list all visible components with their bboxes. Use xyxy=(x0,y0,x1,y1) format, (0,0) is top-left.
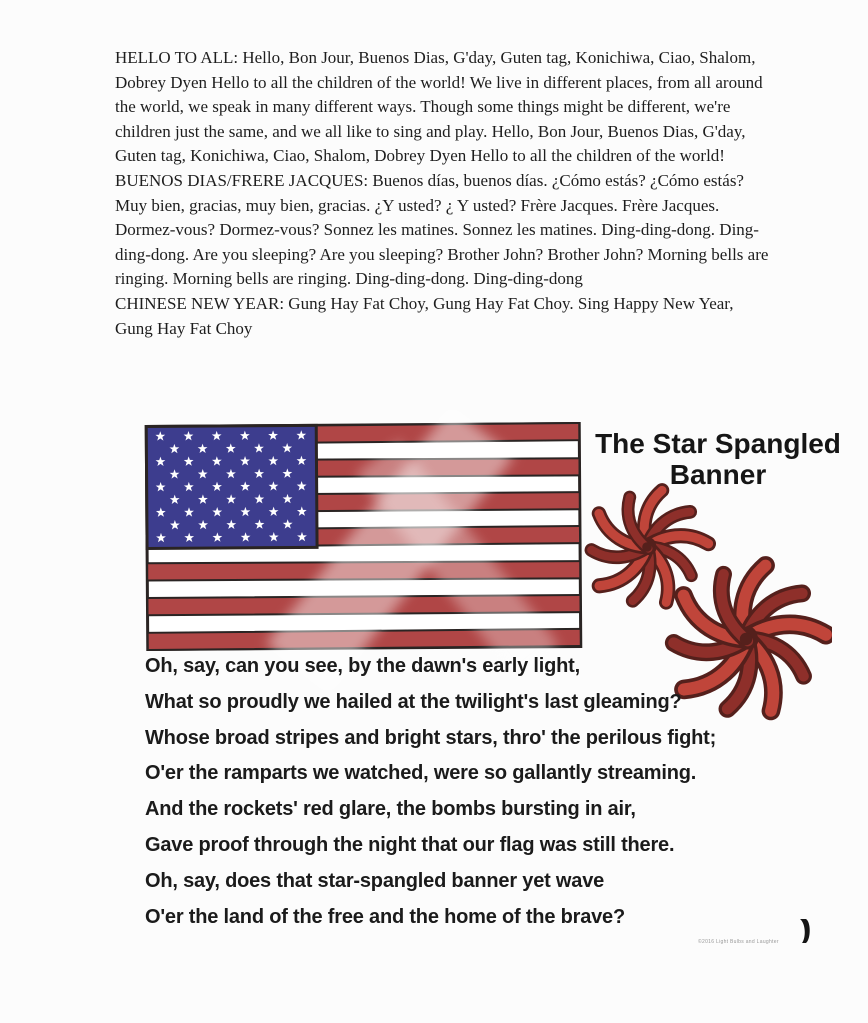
hello-to-all-paragraph: HELLO TO ALL: Hello, Bon Jour, Buenos Dias, G'day, Guten tag, Konichiwa, Ciao, Shalom, Dobrey Dyen Hello to all the children of the world! We live in different places, from all around the world, we speak in many different ways. Though some things might be different, we're children just the same, and we all like to sing and play. Hello, Bon Jour, Buenos Dias, G'day, Guten tag, Konichiwa, Ciao, Shalom, Dobrey Dyen Hello to all the children of the world! xyxy=(115,48,763,166)
buenos-dias-frere-jacques-paragraph: BUENOS DIAS/FRERE JACQUES: Buenos días, buenos días. ¿Cómo estás? ¿Cómo estás? Muy bien, gracias, muy bien, gracias. ¿Y usted? ¿ Y usted? Frère Jacques. Frère Jacques. Dormez-vous? Dormez-vous? Sonnez les matines. Sonnez les matines. Ding-ding-dong. Ding-ding-dong. Are you sleeping? Are you sleeping? Brother John? Brother John? Morning bells are ringing. Morning bells are ringing. Ding-ding-dong. Ding-ding-dong xyxy=(115,170,769,289)
star-spangled-banner-title: The Star Spangled Banner xyxy=(595,428,841,490)
flag-canton xyxy=(146,425,317,548)
anthem-lyrics-block xyxy=(145,649,845,935)
anthem-line: Oh, say, can you see, by the dawn's early light, xyxy=(145,655,580,677)
us-flag-svg xyxy=(144,421,583,651)
copyright-watermark: ©2016 Light Bulbs and Laughter xyxy=(698,939,779,945)
intro-lyrics-block xyxy=(115,46,773,341)
anthem-line: O'er the ramparts we watched, were so gallantly streaming. xyxy=(145,762,697,785)
anthem-line: What so proudly we hailed at the twilight's last gleaming? xyxy=(145,690,682,713)
chinese-new-year-paragraph: CHINESE NEW YEAR: Gung Hay Fat Choy, Gung Hay Fat Choy. Sing Happy New Year, Gung Hay Fat Choy xyxy=(115,293,734,338)
anthem-line: Oh, say, does that star-spangled banner yet wave xyxy=(145,869,605,892)
ink-mark xyxy=(797,918,812,944)
anthem-line: And the rockets' red glare, the bombs bursting in air, xyxy=(145,798,636,821)
fireworks-icon xyxy=(568,472,726,622)
anthem-line: Gave proof through the night that our flag was still there. xyxy=(145,833,675,856)
anthem-line: Whose broad stripes and bright stars, thro' the perilous fight; xyxy=(145,726,717,749)
anthem-line: O'er the land of the free and the home of the brave? xyxy=(145,905,625,928)
us-flag-image xyxy=(144,421,583,651)
